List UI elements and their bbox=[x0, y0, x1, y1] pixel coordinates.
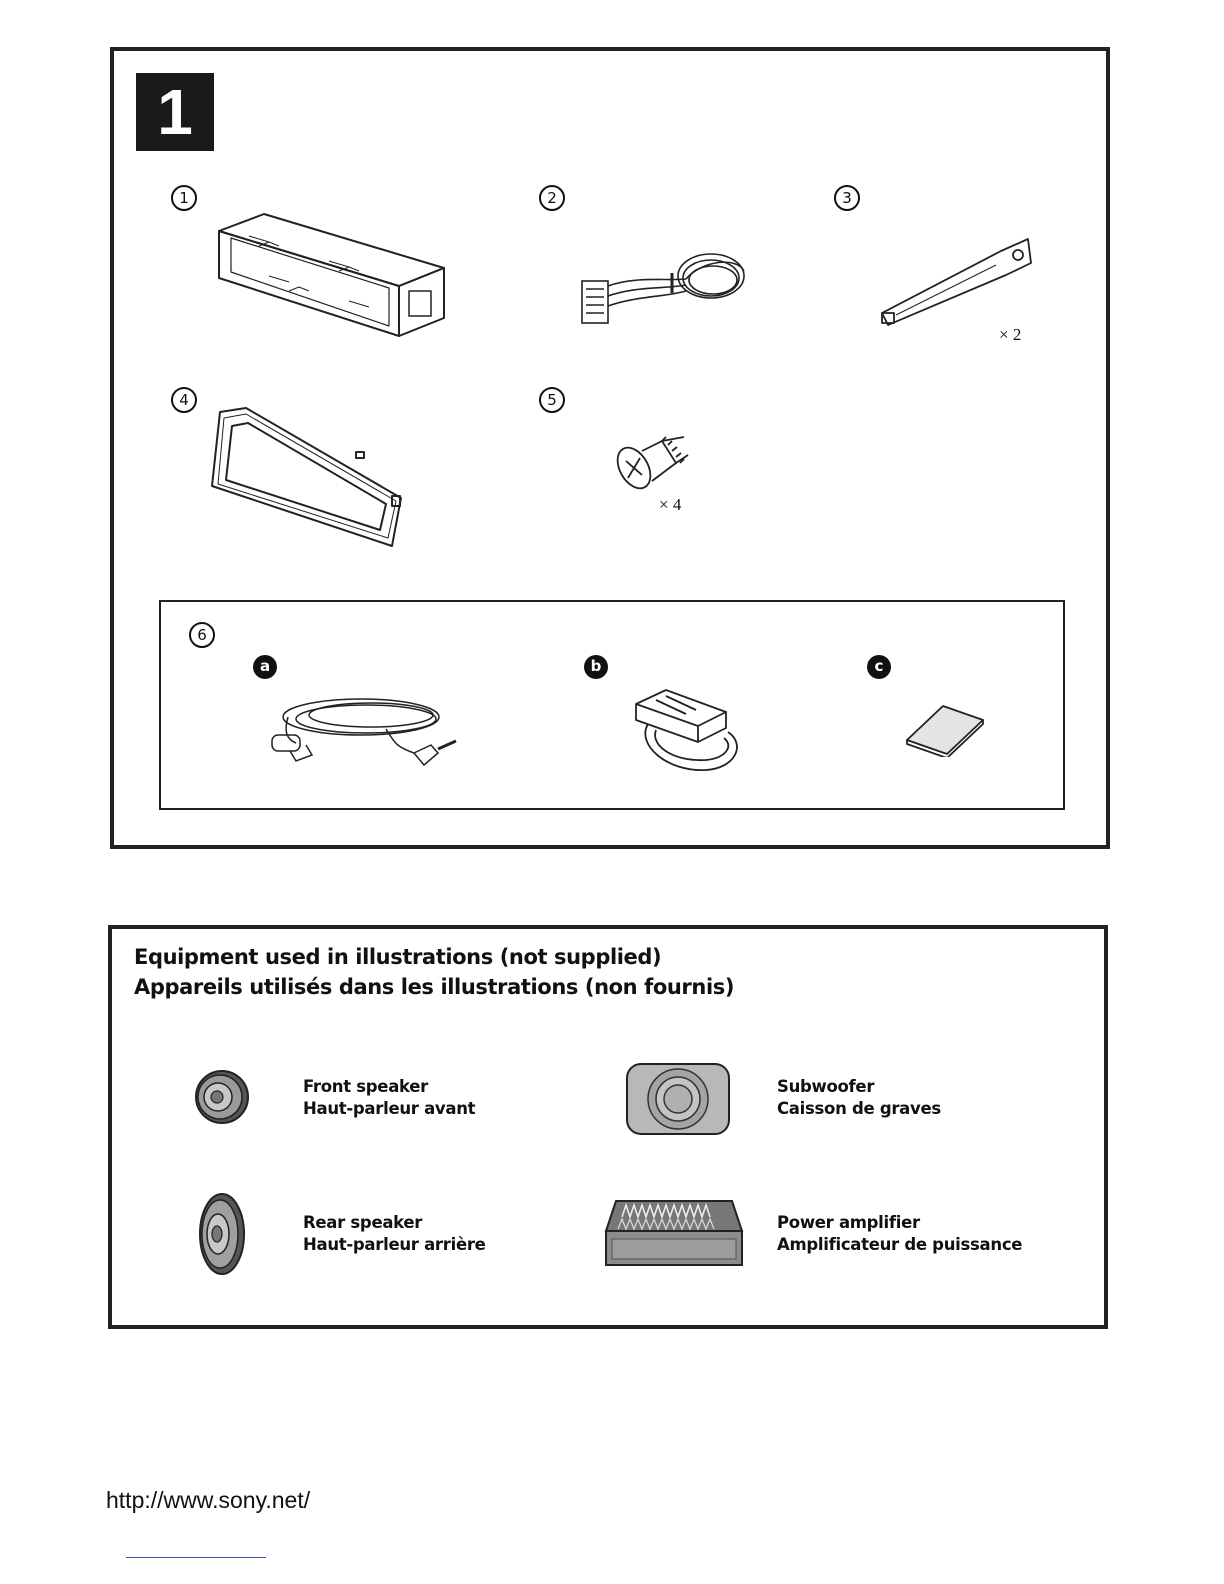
power-amplifier-label-en: Power amplifier bbox=[777, 1213, 920, 1232]
part-5-quantity: × 4 bbox=[659, 495, 682, 514]
rear-speaker-icon bbox=[194, 1191, 246, 1277]
item-letter-a: a bbox=[253, 655, 277, 679]
release-key-illustration bbox=[876, 233, 1036, 328]
part-3-quantity: × 2 bbox=[999, 325, 1022, 344]
part-number-5: 5 bbox=[539, 387, 565, 413]
subwoofer-icon bbox=[624, 1061, 732, 1137]
front-speaker-icon bbox=[190, 1067, 250, 1127]
power-amplifier-label bbox=[777, 1212, 1022, 1256]
front-speaker-label-fr: Haut-parleur avant bbox=[303, 1099, 476, 1118]
part-number-6: 6 bbox=[189, 622, 215, 648]
section-number-badge: 1 bbox=[136, 73, 214, 151]
equipment-heading-fr: Appareils utilisés dans les illustrations (non fournis) bbox=[134, 975, 735, 999]
part-number-2: 2 bbox=[539, 185, 565, 211]
front-speaker-label-en: Front speaker bbox=[303, 1077, 428, 1096]
adhesive-pad-illustration bbox=[903, 702, 988, 757]
front-frame-illustration bbox=[206, 406, 416, 556]
screw-illustration bbox=[614, 423, 699, 498]
part-number-3: 3 bbox=[834, 185, 860, 211]
part-number-4: 4 bbox=[171, 387, 197, 413]
equipment-panel bbox=[108, 925, 1108, 1329]
footer-rule bbox=[126, 1557, 266, 1558]
clip-illustration bbox=[626, 684, 746, 779]
subwoofer-label-en: Subwoofer bbox=[777, 1077, 875, 1096]
rear-speaker-label-en: Rear speaker bbox=[303, 1213, 423, 1232]
power-amplifier-icon bbox=[602, 1197, 747, 1269]
item-letter-b: b bbox=[584, 655, 608, 679]
supplied-parts-panel bbox=[110, 47, 1110, 849]
accessory-group-panel bbox=[159, 600, 1065, 810]
front-speaker-label bbox=[303, 1076, 475, 1120]
part-number-1: 1 bbox=[171, 185, 197, 211]
power-amplifier-label-fr: Amplificateur de puissance bbox=[777, 1235, 1023, 1254]
mounting-sleeve-illustration bbox=[209, 206, 449, 341]
rear-speaker-label-fr: Haut-parleur arrière bbox=[303, 1235, 486, 1254]
item-letter-c: c bbox=[867, 655, 891, 679]
subwoofer-label bbox=[777, 1076, 941, 1120]
wiring-harness-illustration bbox=[576, 241, 751, 331]
website-url[interactable]: http://www.sony.net/ bbox=[106, 1487, 311, 1513]
subwoofer-label-fr: Caisson de graves bbox=[777, 1099, 941, 1118]
rear-speaker-label bbox=[303, 1212, 486, 1256]
equipment-heading-en: Equipment used in illustrations (not supplied) bbox=[134, 945, 662, 969]
microphone-illustration bbox=[266, 687, 471, 777]
